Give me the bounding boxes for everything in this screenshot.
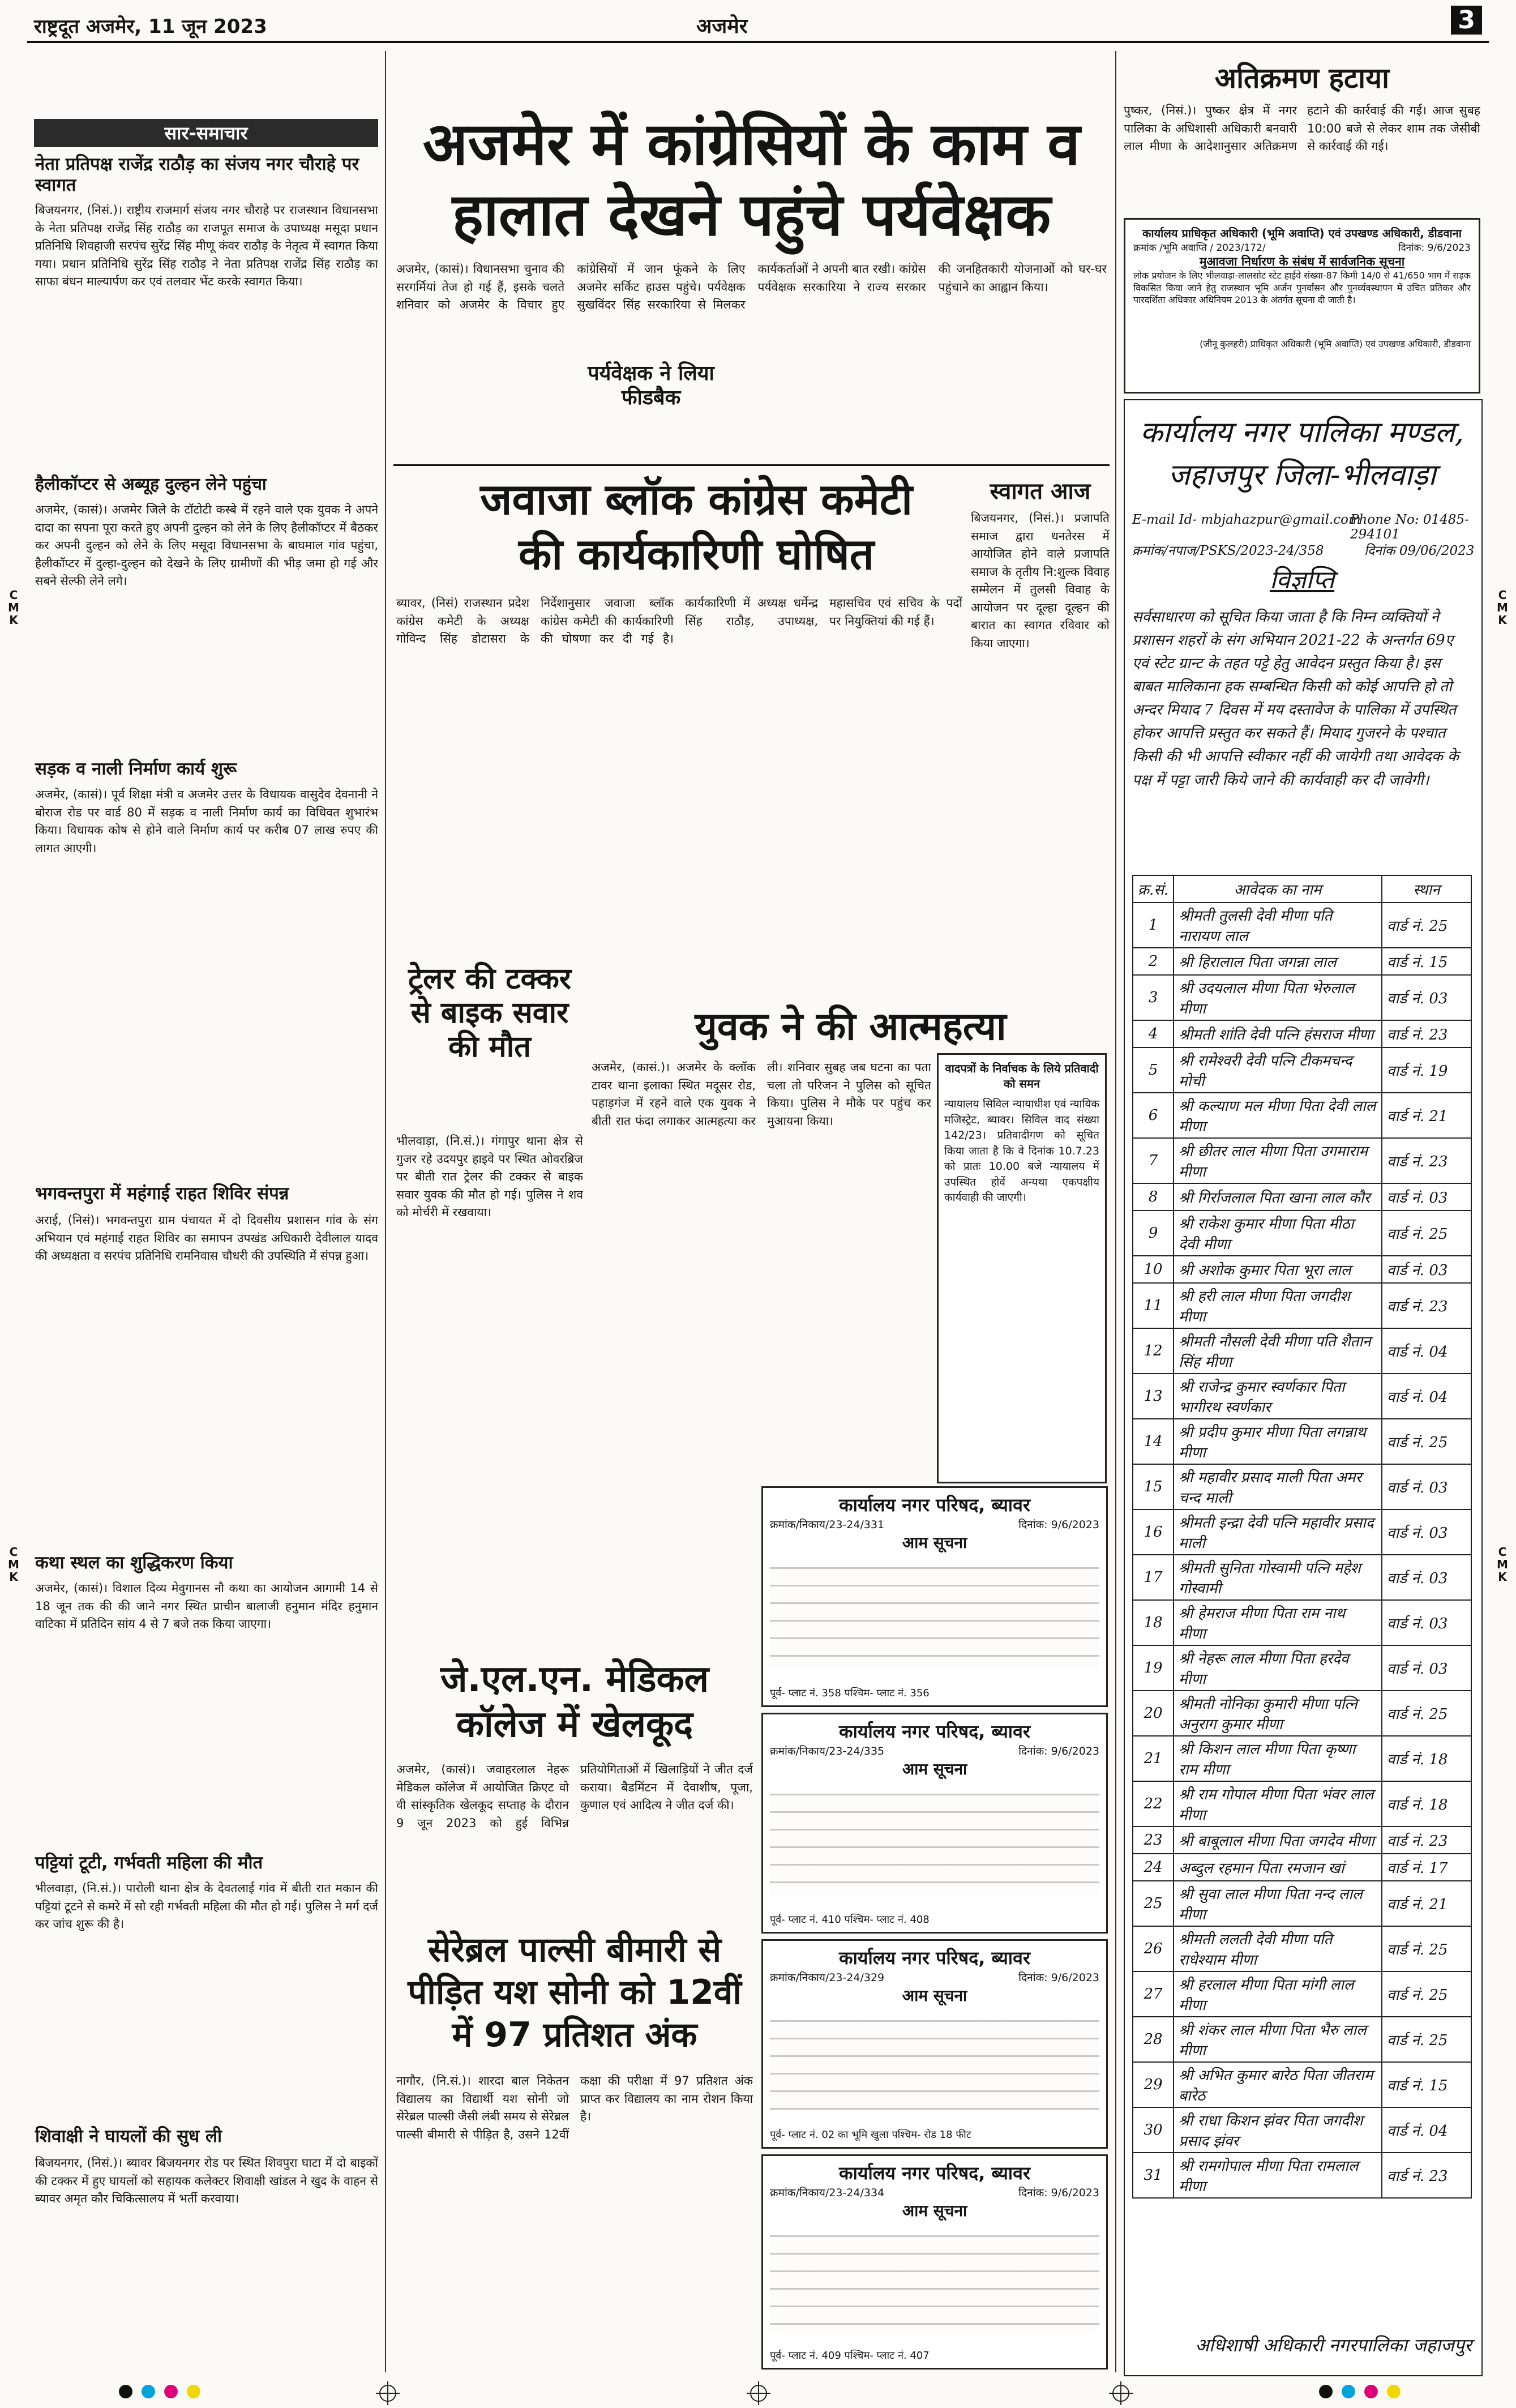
truck-body: भीलवाड़ा, (नि.सं.)। गंगापुर थाना क्षेत्र से गुजर रहे उदयपुर हाइवे पर स्थित ओवरब्रिज पर बीती रात ट्रेलर की टक्कर से बाइक सवार युवक की मौत हो गई। पुलिस ने शव को मोर्चरी में रखवाया। bbox=[396, 1134, 583, 1219]
brief-title-1: नेता प्रतिपक्ष राजेंद्र राठौड़ का संजय नगर चौराहे पर स्वागत bbox=[35, 154, 359, 196]
applicant-ward: वार्ड नं. 23 bbox=[1382, 2153, 1471, 2198]
welcome-headline: स्वागत आज bbox=[990, 478, 1091, 504]
applicant-row bbox=[1133, 1328, 1471, 1374]
applicant-ward: वार्ड नं. 17 bbox=[1382, 1854, 1471, 1881]
suicide-headline: युवक ने की आत्महत्या bbox=[695, 1004, 1007, 1049]
applicant-serial: 7 bbox=[1133, 1138, 1174, 1183]
color-dot bbox=[119, 2385, 132, 2398]
welcome-body: बिजयनगर, (निसं.)। प्रजापति समाज द्वारा धनतेरस में आयोजित होने वाले प्रजापति समाज के तृतीय नि:शुल्क विवाह सम्मेलन में तुलसी विवाह के आयोजन पर दूल्हा दूल्हन की बारात का स्वागत रविवार को किया जाएगा। bbox=[971, 511, 1110, 650]
applicant-serial: 20 bbox=[1133, 1691, 1174, 1736]
brief-body-5: अजमेर, (कासं)। विशाल दिव्य मेवुगानस नौ कथा का आयोजन आगामी 14 से 18 जून तक की की जाने नगर स्थित प्राचीन बालाजी हनुमान मंदिर हनुमान वाटिका में प्रतिदिन सांय 4 से 7 बजे तक किया जाएगा। bbox=[35, 1581, 378, 1631]
applicant-serial: 14 bbox=[1133, 1419, 1174, 1464]
applicant-serial: 22 bbox=[1133, 1781, 1174, 1827]
applicant-ward: वार्ड नं. 15 bbox=[1382, 2062, 1471, 2107]
applicant-row bbox=[1133, 1555, 1471, 1600]
applicant-row bbox=[1133, 2017, 1471, 2062]
applicant-serial: 31 bbox=[1133, 2153, 1174, 2198]
applicant-name: अब्दुल रहमान पिता रमजान खां bbox=[1174, 1854, 1382, 1881]
color-mark-left: C M K bbox=[8, 588, 19, 627]
applicant-row bbox=[1133, 1464, 1471, 1509]
applicant-row bbox=[1133, 1971, 1471, 2017]
header-section: अजमेर bbox=[696, 15, 748, 38]
applicant-ward: वार्ड नं. 03 bbox=[1382, 1600, 1471, 1645]
notice-box-2: कार्यालय नगर परिषद, ब्यावर क्रमांक/निकाय/23-24/335 दिनांक: 9/6/2023 आम सूचना पूर्व- प्लाट नं. 410 पश्चिम- प्लाट नं. 408 bbox=[761, 1713, 1108, 1934]
col-name: आवेदक का नाम bbox=[1174, 875, 1382, 903]
applicant-serial: 16 bbox=[1133, 1509, 1174, 1555]
applicant-row bbox=[1133, 1691, 1471, 1736]
committee-body: ब्यावर, (निसं) राजस्थान प्रदेश कांग्रेस कमेटी के अध्यक्ष गोविन्द सिंह डोटासरा के निर्देशानुसार जवाजा ब्लॉक कांग्रेस कमेटी की कार्यकारिणी की घोषणा कर दी गई है। कार्यकारिणी में अध्यक्ष धर्मेन्द्र सिंह राठौड़, उपाध्यक्ष, महासचिव एवं सचिव के पदों पर नियुक्तियां की गई हैं। bbox=[396, 596, 962, 645]
applicant-serial: 2 bbox=[1133, 948, 1174, 975]
applicant-ward: वार्ड नं. 19 bbox=[1382, 1047, 1471, 1093]
applicant-ward: वार्ड नं. 23 bbox=[1382, 1020, 1471, 1047]
applicant-name: श्री शंकर लाल मीणा पिता भैरु लाल मीणा bbox=[1174, 2017, 1382, 2062]
applicant-serial: 26 bbox=[1133, 1926, 1174, 1971]
color-mark-left-lower: C M K bbox=[8, 1545, 19, 1584]
color-dot bbox=[187, 2385, 200, 2398]
applicant-serial: 21 bbox=[1133, 1736, 1174, 1781]
applicant-ward: वार्ड नं. 23 bbox=[1382, 1138, 1471, 1183]
cerebral-headline-line3: में 97 प्रतिशत अंक bbox=[452, 2015, 697, 2055]
cerebral-headline-line1: सेरेब्रल पाल्सी बीमारी से bbox=[427, 1930, 722, 1970]
cerebral-headline-line2: पीड़ित यश सोनी को 12वीं bbox=[408, 1973, 742, 2012]
applicant-name: श्री गिर्राजलाल पिता खाना लाल कौर bbox=[1174, 1183, 1382, 1211]
encroachment-headline: अतिक्रमण हटाया bbox=[1214, 62, 1390, 95]
applicant-name: श्री राजेन्द्र कुमार स्वर्णकार पिता भागीरथ स्वर्णकार bbox=[1174, 1374, 1382, 1419]
summons-body: न्यायालय सिविल न्यायाधीश एवं न्यायिक मजिस्ट्रेट, ब्यावर। सिविल वाद संख्या 142/23। प्रतिवादीगण को सूचित किया जाता है कि वे दिनांक 10.7.23 को प्रातः 10.00 बजे न्यायालय में उपस्थित होवें अन्यथा एकपक्षीय कार्यवाही की जाएगी। bbox=[944, 1098, 1099, 1204]
applicant-serial: 28 bbox=[1133, 2017, 1174, 2062]
applicant-name: श्री राकेश कुमार मीणा पिता मीठा देवी मीणा bbox=[1174, 1211, 1382, 1256]
color-dot bbox=[1342, 2385, 1355, 2398]
registration-mark-icon bbox=[379, 2385, 396, 2402]
municipality-email: E-mail Id- mbjahazpur@gmail.com bbox=[1132, 512, 1361, 527]
applicant-ward: वार्ड नं. 18 bbox=[1382, 1781, 1471, 1827]
applicant-name: श्री राम गोपाल मीणा पिता भंवर लाल मीणा bbox=[1174, 1781, 1382, 1827]
encroachment-body: पुष्कर, (निसं.)। पुष्कर क्षेत्र में नगर पालिका के अधिशासी अधिकारी बनवारी लाल मीणा के आदेशानुसार अतिक्रमण हटाने की कार्रवाई की गई। आज सुबह 10:00 बजे से लेकर शाम तक जेसीबी से कार्रवाई की गई। bbox=[1124, 104, 1480, 153]
applicant-name: श्री बाबूलाल मीणा पिता जगदेव मीणा bbox=[1174, 1827, 1382, 1854]
brief-body-6: भीलवाड़ा, (नि.सं.)। पारोली थाना क्षेत्र के देवतलाई गांव में बीती रात मकान की पट्टियां टूटने से कमरे में सो रही गर्भवती महिला की मौत हो गई। पुलिस ने मर्ग दर्ज कर जांच शुरू की है। bbox=[35, 1881, 378, 1931]
header-date: राष्ट्रदूत अजमेर, 11 जून 2023 bbox=[34, 15, 267, 38]
applicant-ward: वार्ड नं. 03 bbox=[1382, 1256, 1471, 1283]
applicant-row bbox=[1133, 2107, 1471, 2153]
applicant-serial: 1 bbox=[1133, 903, 1174, 948]
color-dot bbox=[142, 2385, 155, 2398]
notice-box-3: कार्यालय नगर परिषद, ब्यावर क्रमांक/निकाय/23-24/329 दिनांक: 9/6/2023 आम सूचना पूर्व- प्लाट नं. 02 का भूमि खुला पश्चिम- रोड 18 फीट bbox=[761, 1939, 1108, 2149]
applicant-name: श्रीमती शांति देवी पत्नि हंसराज मीणा bbox=[1174, 1020, 1382, 1047]
brief-body-4: अराई, (निसं)। भगवन्तपुरा ग्राम पंचायत में दो दिवसीय प्रशासन गांव के संग अभियान एवं महंगाई राहत शिविर का समापन उपखंड अधिकारी देवीलाल यादव की अध्यक्षता व सरपंच प्रतिनिधि रामनिवास चौधरी की उपस्थिति में संपन्न हुआ। bbox=[35, 1213, 378, 1263]
applicant-row bbox=[1133, 1600, 1471, 1645]
applicant-row bbox=[1133, 1827, 1471, 1854]
applicant-row bbox=[1133, 1881, 1471, 1926]
applicant-row bbox=[1133, 1854, 1471, 1881]
applicant-serial: 4 bbox=[1133, 1020, 1174, 1047]
applicant-serial: 19 bbox=[1133, 1645, 1174, 1691]
applicant-row bbox=[1133, 1047, 1471, 1093]
applicant-serial: 29 bbox=[1133, 2062, 1174, 2107]
applicant-row bbox=[1133, 1645, 1471, 1691]
color-dot bbox=[1364, 2385, 1378, 2398]
lead-headline-line2: हालात देखने पहुंचे पर्यवेक्षक bbox=[452, 180, 1051, 249]
applicant-ward: वार्ड नं. 18 bbox=[1382, 1736, 1471, 1781]
applicant-row bbox=[1133, 1211, 1471, 1256]
applicant-serial: 25 bbox=[1133, 1881, 1174, 1926]
applicant-name: श्री छीतर लाल मीणा पिता उगमाराम मीणा bbox=[1174, 1138, 1382, 1183]
jln-body: अजमेर, (कासं)। जवाहरलाल नेहरू मेडिकल कॉलेज में आयोजित क्रिएट वो वी सांस्कृतिक खेलकूद सप्ताह के दौरान 9 जून 2023 को हुई विभिन्न प्रतियोगिताओं में खिलाड़ियों ने जीत दर्ज कराया। बैडमिंटन में देवाशीष, पूजा, कुणाल एवं आदित्य ने जीत दर्ज की। bbox=[396, 1763, 753, 1830]
applicant-name: श्री अभित कुमार बारेठ पिता जीतराम बारेठ bbox=[1174, 2062, 1382, 2107]
applicant-name: श्री रामगोपाल मीणा पिता रामलाल मीणा bbox=[1174, 2153, 1382, 2198]
rule bbox=[393, 464, 1110, 466]
applicant-name: श्री सुवा लाल मीणा पिता नन्द लाल मीणा bbox=[1174, 1881, 1382, 1926]
applicant-name: श्री कल्याण मल मीणा पिता देवी लाल मीणा bbox=[1174, 1093, 1382, 1138]
municipality-notice-body: सर्वसाधारण को सूचित किया जाता है कि निम्न व्यक्तियों ने प्रशासन शहरों के संग अभियान 2021-22 के अन्तर्गत 69ए एवं स्टेट ग्रान्ट के तहत पट्टे हेतु आवेदन प्रस्तुत किया है। इस बाबत मालिकाना हक सम्बन्धित किसी को कोई आपत्ति हो तो अन्दर मियाद 7 दिवस में मय दस्तावेज के पालिका में उपस्थित होकर आपत्ति प्रस्तुत कर सकते हैं। मियाद गुजरने के पश्चात किसी की भी आपत्ति स्वीकार नहीं की जायेगी तथा आवेदक के पक्ष में पट्टा जारी किये जाने की कार्यवाही कर दी जावेगी। bbox=[1132, 609, 1459, 789]
lead-subhead: पर्यवेक्षक ने लिया फीडबैक bbox=[566, 357, 736, 414]
municipality-date: दिनांक 09/06/2023 bbox=[1364, 544, 1475, 558]
applicant-ward: वार्ड नं. 04 bbox=[1382, 1374, 1471, 1419]
brief-body-2: अजमेर, (कासं)। अजमेर जिले के टॉटोटी कस्बे में रहने वाले एक युवक ने अपने दादा का सपना पूरा करते हुए अपनी दुल्हन को लेने के लिए हैलीकॉप्टर में बैठकर कर अपनी दुल्हन को लेने के लिए मसूदा विधानसभा के बाघमाल गांव पहुंचा, हैलीकॉप्टर में दुल्हा-दुल्हन को देखने के लिए ग्रामीणों की भीड़ जमा हो गई और सबने सेल्फी लेने लगे। bbox=[35, 503, 378, 588]
applicant-name: श्री हिरालाल पिता जगन्ना लाल bbox=[1174, 948, 1382, 975]
applicant-ward: वार्ड नं. 23 bbox=[1382, 1283, 1471, 1328]
brief-title-7: शिवाक्षी ने घायलों की सुध ली bbox=[35, 2126, 222, 2146]
committee-headline-line1: जवाजा ब्लॉक कांग्रेस कमेटी bbox=[480, 474, 913, 524]
lead-headline-line1: अजमेर में कांग्रेसियों के काम व bbox=[422, 109, 1081, 178]
committee-headline-line2: की कार्यकारिणी घोषित bbox=[518, 529, 875, 579]
applicant-name: श्री हरलाल मीणा पिता मांगी लाल मीणा bbox=[1174, 1971, 1382, 2017]
notice-box-4: कार्यालय नगर परिषद, ब्यावर क्रमांक/निकाय/23-24/334 दिनांक: 9/6/2023 आम सूचना पूर्व- प्लाट नं. 409 पश्चिम- प्लाट नं. 407 bbox=[761, 2154, 1108, 2369]
brief-news-band: सार-समाचार bbox=[34, 119, 378, 147]
applicant-row bbox=[1133, 1926, 1471, 1971]
applicant-serial: 6 bbox=[1133, 1093, 1174, 1138]
municipality-signature: अधिशाषी अधिकारी नगरपालिका जहाजपुर bbox=[1195, 2334, 1472, 2356]
color-dot bbox=[1387, 2385, 1401, 2398]
applicant-ward: वार्ड नं. 21 bbox=[1382, 1093, 1471, 1138]
applicant-name: श्रीमती तुलसी देवी मीणा पति नारायण लाल bbox=[1174, 903, 1382, 948]
brief-body-3: अजमेर, (कासं)। पूर्व शिक्षा मंत्री व अजमेर उत्तर के विधायक वासुदेव देवनानी ने बोराज रोड पर वार्ड 80 में सड़क व नाली निर्माण कार्य का विधिवत शुभारंभ किया। विधायक कोष से होने वाले निर्माण कार्य पर करीब 07 लाख रुपए की लागत आएगी। bbox=[35, 788, 378, 855]
notice-box-1: कार्यालय नगर परिषद, ब्यावर क्रमांक/निकाय/23-24/331 दिनांक: 9/6/2023 आम सूचना पूर्व- प्लाट नं. 358 पश्चिम- प्लाट नं. 356 bbox=[761, 1486, 1108, 1707]
applicant-row bbox=[1133, 903, 1471, 948]
applicant-row bbox=[1133, 1138, 1471, 1183]
applicant-serial: 11 bbox=[1133, 1283, 1174, 1328]
color-dot bbox=[164, 2385, 178, 2398]
jln-headline-line2: कॉलेज में खेलकूद bbox=[456, 1704, 693, 1746]
header-rule bbox=[27, 41, 1489, 43]
applicant-row bbox=[1133, 1283, 1471, 1328]
applicant-name: श्रीमती सुनिता गोस्वामी पत्नि महेश गोस्वामी bbox=[1174, 1555, 1382, 1600]
applicant-row bbox=[1133, 1736, 1471, 1781]
applicant-row bbox=[1133, 2153, 1471, 2198]
applicant-name: श्री राधा किशन झंवर पिता जगदीश प्रसाद झंवर bbox=[1174, 2107, 1382, 2153]
applicant-ward: वार्ड नं. 25 bbox=[1382, 2017, 1471, 2062]
applicant-name: श्री हेमराज मीणा पिता राम नाथ मीणा bbox=[1174, 1600, 1382, 1645]
brief-title-6: पट्टियां टूटी, गर्भवती महिला की मौत bbox=[35, 1853, 263, 1873]
applicant-ward: वार्ड नं. 25 bbox=[1382, 1211, 1471, 1256]
applicant-serial: 15 bbox=[1133, 1464, 1174, 1509]
applicant-name: श्री उदयलाल मीणा पिता भेरुलाल मीणा bbox=[1174, 975, 1382, 1020]
municipality-title-line1: कार्यालय नगर पालिका मण्डल, bbox=[1140, 416, 1464, 450]
applicant-name: श्री नेहरू लाल मीणा पिता हरदेव मीणा bbox=[1174, 1645, 1382, 1691]
applicant-name: श्री प्रदीप कुमार मीणा पिता लगन्नाथ मीणा bbox=[1174, 1419, 1382, 1464]
applicant-row bbox=[1133, 1183, 1471, 1211]
applicant-table bbox=[1132, 875, 1472, 2199]
applicant-row bbox=[1133, 1256, 1471, 1283]
color-mark-right: C M K bbox=[1497, 588, 1508, 627]
applicant-serial: 27 bbox=[1133, 1971, 1174, 2017]
applicant-ward: वार्ड नं. 25 bbox=[1382, 1691, 1471, 1736]
applicant-name: श्री रामेश्वरी देवी पत्नि टीकमचन्द मोची bbox=[1174, 1047, 1382, 1093]
applicant-row bbox=[1133, 948, 1471, 975]
brief-title-2: हैलीकॉप्टर से अब्यूह दुल्हन लेने पहुंचा bbox=[35, 474, 267, 494]
applicant-row bbox=[1133, 975, 1471, 1020]
registration-mark-icon bbox=[750, 2385, 767, 2402]
registration-mark-icon bbox=[1112, 2385, 1129, 2402]
color-dot bbox=[1319, 2385, 1333, 2398]
applicant-serial: 30 bbox=[1133, 2107, 1174, 2153]
applicant-ward: वार्ड नं. 25 bbox=[1382, 1971, 1471, 2017]
summons-box bbox=[937, 1053, 1107, 1483]
applicant-name: श्री किशन लाल मीणा पिता कृष्णा राम मीणा bbox=[1174, 1736, 1382, 1781]
column-rule bbox=[385, 51, 386, 2372]
applicant-serial: 9 bbox=[1133, 1211, 1174, 1256]
truck-headline: ट्रेलर की टक्कर से बाइक सवार की मौत bbox=[408, 962, 572, 1064]
applicant-row bbox=[1133, 2062, 1471, 2107]
applicant-name: श्रीमती नौसली देवी मीणा पति शैतान सिंह मीणा bbox=[1174, 1328, 1382, 1374]
col-ward: स्थान bbox=[1382, 875, 1471, 903]
applicant-ward: वार्ड नं. 03 bbox=[1382, 1509, 1471, 1555]
applicant-ward: वार्ड नं. 21 bbox=[1382, 1881, 1471, 1926]
brief-title-4: भगवन्तपुरा में महंगाई राहत शिविर संपन्न bbox=[35, 1183, 289, 1204]
applicant-serial: 17 bbox=[1133, 1555, 1174, 1600]
applicant-ward: वार्ड नं. 04 bbox=[1382, 2107, 1471, 2153]
brief-body-7: बिजयनगर, (निसं.)। ब्यावर बिजयनगर रोड पर स्थित शिवपुरा घाटा में दो बाइकों की टक्कर में हुए घायलों को सहायक कलेक्टर शिवाक्षी खांडल ने खुद के वाहन से ब्यावर अमृत कौर चिकित्सालय में भर्ती करवाया। bbox=[35, 2156, 378, 2205]
applicant-serial: 18 bbox=[1133, 1600, 1174, 1645]
color-mark-right-lower: C M K bbox=[1497, 1545, 1508, 1584]
applicant-serial: 12 bbox=[1133, 1328, 1174, 1374]
applicant-name: श्रीमती इन्द्रा देवी पत्नि महावीर प्रसाद माली bbox=[1174, 1509, 1382, 1555]
applicant-ward: वार्ड नं. 25 bbox=[1382, 903, 1471, 948]
applicant-row bbox=[1133, 1093, 1471, 1138]
applicant-ward: वार्ड नं. 03 bbox=[1382, 1645, 1471, 1691]
applicant-ward: वार्ड नं. 25 bbox=[1382, 1419, 1471, 1464]
lead-body: अजमेर, (कासं)। विधानसभा चुनाव की सरगर्मियां तेज हो गई हैं, इसके चलते शनिवार को अजमेर के विचार हुए कांग्रेसियों में जान फूंकने के लिए अजमेर सर्किट हाउस पहुंचे। पर्यवेक्षक सुखविंदर सिंह सरकारिया से मिलकर कार्यकर्ताओं ने अपनी बात रखी। कांग्रेस पर्यवेक्षक सरकारिया ने राज्य सरकार की जनहितकारी योजनाओं को घर-घर पहुंचाने का आह्वान किया। bbox=[396, 262, 1107, 311]
applicant-name: श्री हरी लाल मीणा पिता जगदीश मीणा bbox=[1174, 1283, 1382, 1328]
municipality-title-line2: जहाजपुर जिला-भीलवाड़ा bbox=[1168, 458, 1436, 492]
applicant-serial: 8 bbox=[1133, 1183, 1174, 1211]
applicant-ward: वार्ड नं. 03 bbox=[1382, 1555, 1471, 1600]
applicant-name: श्री महावीर प्रसाद माली पिता अमर चन्द माली bbox=[1174, 1464, 1382, 1509]
land-notice-box: कार्यालय प्राधिकृत अधिकारी (भूमि अवाप्ति) एवं उपखण्ड अधिकारी, डीडवाना क्रमांक /भूमि अवाप्ति / 2023/172/ दिनांक: 9/6/2023 मुआवजा निर्धारण के संबंध में सार्वजनिक सूचना लोक प्रयोजन के लिए भीलवाड़ा-लालसोट स्टेट हाईवे संख्या-87 किमी 14/0 से 41/650 भाग में सड़क विकसित किया जाने हेतु राजस्थान भूमि अर्जन पुनर्वासन और पुनर्व्यवस्थापन में उचित प्रतिकर और पारदर्शिता अधिकार अधिनियम 2013 के अंतर्गत सूचना दी जाती है। (जीनू कुलहरी) प्राधिकृत अधिकारी (भूमि अवाप्ति) एवं उपखण्ड अधिकारी, डीडवाना bbox=[1124, 218, 1480, 394]
applicant-serial: 24 bbox=[1133, 1854, 1174, 1881]
applicant-ward: वार्ड नं. 03 bbox=[1382, 1464, 1471, 1509]
applicant-row bbox=[1133, 1419, 1471, 1464]
applicant-ward: वार्ड नं. 03 bbox=[1382, 975, 1471, 1020]
jln-headline-line1: जे.एल.एन. मेडिकल bbox=[440, 1658, 709, 1700]
applicant-serial: 23 bbox=[1133, 1827, 1174, 1854]
suicide-body: अजमेर, (कासं.)। अजमेर के क्लॉक टावर थाना इलाका स्थित मदूसर रोड, पहाड़गंज में रहने वाले एक युवक ने बीती रात फंदा लगाकर आत्महत्या कर ली। शनिवार सुबह जब घटना का पता चला तो परिजन ने पुलिस को सूचित किया। पुलिस ने मौके पर पहुंच कर मुआयना किया। bbox=[592, 1060, 931, 1128]
page-number: 3 bbox=[1451, 6, 1482, 35]
applicant-row bbox=[1133, 1374, 1471, 1419]
applicant-ward: वार्ड नं. 03 bbox=[1382, 1183, 1471, 1211]
column-rule bbox=[1115, 51, 1116, 2372]
applicant-name: श्रीमती नोनिका कुमारी मीणा पत्नि अनुराग कुमार मीणा bbox=[1174, 1691, 1382, 1736]
applicant-serial: 10 bbox=[1133, 1256, 1174, 1283]
summons-title: वादपत्रों के निर्वाचक के लिये प्रतिवादी को समन bbox=[945, 1062, 1099, 1090]
applicant-row bbox=[1133, 1509, 1471, 1555]
applicant-ward: वार्ड नं. 15 bbox=[1382, 948, 1471, 975]
brief-body-1: बिजयनगर, (निसं.)। राष्ट्रीय राजमार्ग संजय नगर चौराहे पर राजस्थान विधानसभा के नेता प्रतिपक्ष राजेंद्र सिंह राठौड़ का राजपूत समाज के उपाध्यक्ष मसूदा प्रधान प्रतिनिधि शिवहाजी सरपंच सुरेंद्र सिंह मीणू कंवर राठौड़ के नेतृत्व में स्वागत किया गया। प्रधान प्रतिनिधि सुरेंद्र सिंह राठौड़ ने नेता प्रतिपक्ष राजेंद्र सिंह राठौड़ का साफा बंधन माल्यार्पण कर एवं तलवार भेंट करके स्वागत किया। bbox=[35, 203, 378, 288]
applicant-ward: वार्ड नं. 04 bbox=[1382, 1328, 1471, 1374]
municipality-ref: क्रमांक/नपाज/PSKS/2023-24/358 bbox=[1132, 544, 1324, 558]
applicant-name: श्रीमती ललती देवी मीणा पति राधेश्याम मीणा bbox=[1174, 1926, 1382, 1971]
applicant-row bbox=[1133, 1781, 1471, 1827]
applicant-serial: 3 bbox=[1133, 975, 1174, 1020]
applicant-serial: 5 bbox=[1133, 1047, 1174, 1093]
municipality-phone: Phone No: 01485-294101 bbox=[1350, 512, 1469, 542]
applicant-serial: 13 bbox=[1133, 1374, 1174, 1419]
applicant-name: श्री अशोक कुमार पिता भूरा लाल bbox=[1174, 1256, 1382, 1283]
brief-title-5: कथा स्थल का शुद्धिकरण किया bbox=[35, 1552, 233, 1573]
applicant-ward: वार्ड नं. 25 bbox=[1382, 1926, 1471, 1971]
applicant-ward: वार्ड नं. 23 bbox=[1382, 1827, 1471, 1854]
applicant-row bbox=[1133, 1020, 1471, 1047]
col-serial: क्र.सं. bbox=[1133, 875, 1174, 903]
brief-title-3: सड़क व नाली निर्माण कार्य शुरू bbox=[35, 759, 237, 779]
municipality-notice-title: विज्ञप्ति bbox=[1269, 566, 1335, 594]
cerebral-body: नागौर, (नि.सं.)। शारदा बाल निकेतन विद्यालय का विद्यार्थी यश सोनी जो सेरेब्रल पाल्सी जैसी लंबी समय से सेरेब्रल पाल्सी बीमारी से पीड़ित है, उसने 12वीं कक्षा की परीक्षा में 97 प्रतिशत अंक प्राप्त कर विद्यालय का नाम रोशन किया है। bbox=[396, 2074, 753, 2141]
